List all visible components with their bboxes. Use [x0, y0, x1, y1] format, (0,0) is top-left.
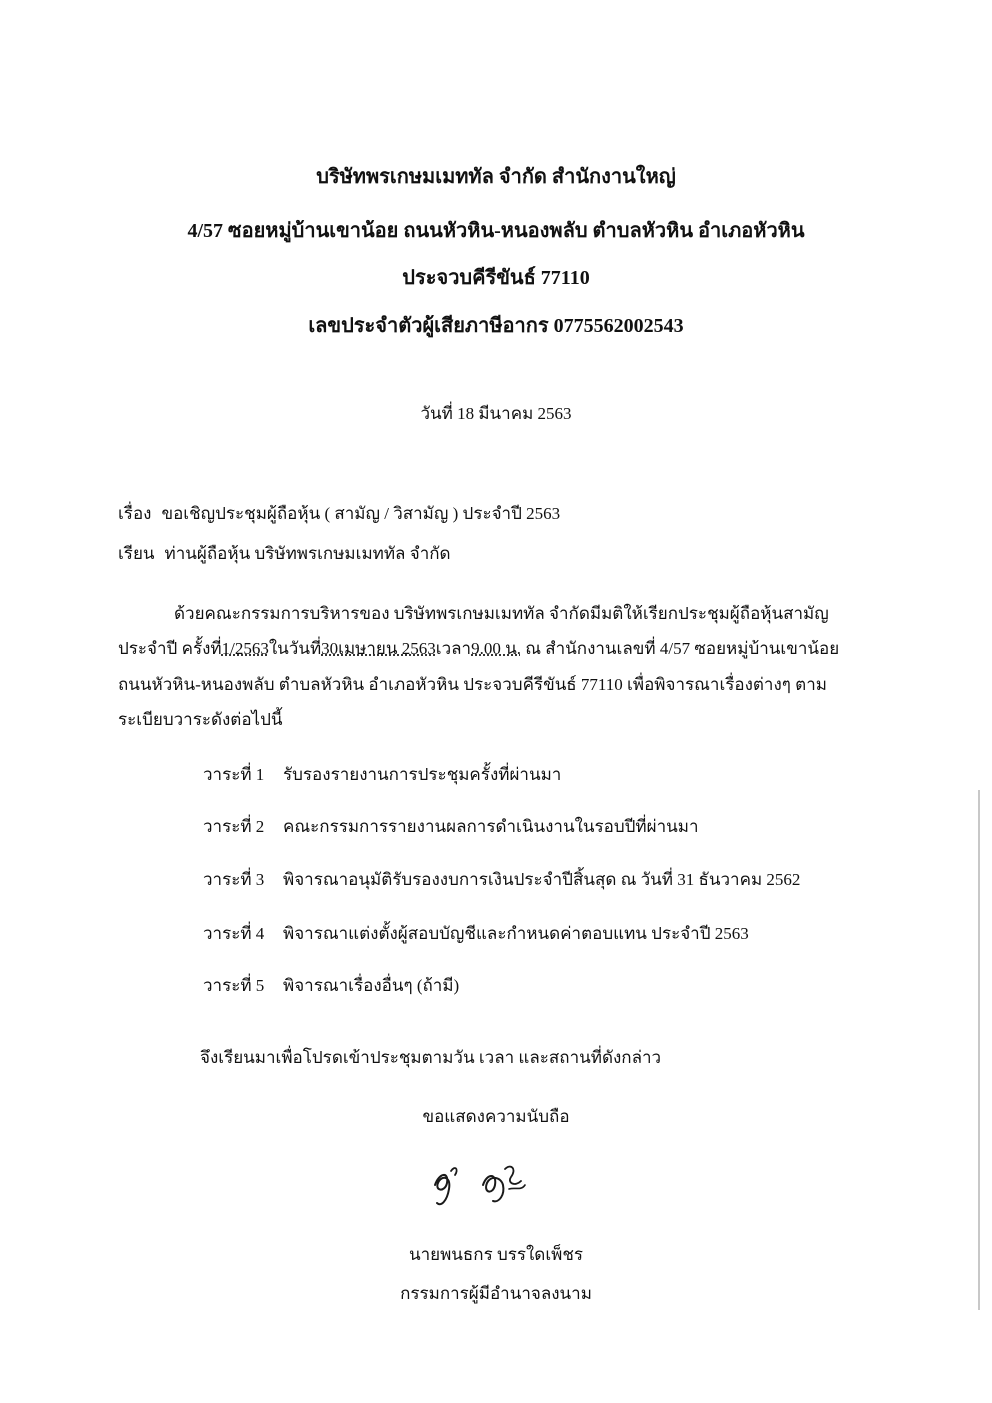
regards-line: ขอแสดงความนับถือ	[422, 1107, 570, 1126]
agenda-text: พิจารณาเรื่องอื่นๆ (ถ้ามี)	[283, 976, 460, 995]
body-line2-part-c: เวลา	[435, 639, 472, 658]
agenda-number: วาระที่ 4	[203, 924, 265, 943]
agenda-text: รับรองรายงานการประชุมครั้งที่ผ่านมา	[283, 765, 562, 784]
body-line2-part-b: ในวันที่	[268, 639, 322, 658]
agenda-text: พิจารณาแต่งตั้งผู้สอบบัญชีและกำหนดค่าตอบแทน ประจำปี 2563	[283, 924, 749, 943]
signer-title: กรรมการผู้มีอำนาจลงนาม	[400, 1284, 592, 1303]
meeting-date: 30เมษายน 2563	[321, 639, 436, 658]
recipient-label: เรียน	[118, 544, 155, 563]
company-address-line2: ประจวบคีรีขันธ์ 77110	[402, 267, 590, 289]
meeting-number: 1/2563	[221, 639, 269, 658]
agenda-item	[203, 761, 561, 788]
company-tax-id: เลขประจำตัวผู้เสียภาษีอากร 0775562002543	[308, 315, 684, 337]
agenda-number: วาระที่ 5	[203, 976, 265, 995]
body-paragraph-line2	[118, 635, 878, 662]
agenda-number: วาระที่ 1	[203, 765, 265, 784]
agenda-item	[203, 813, 699, 840]
handwritten-signature-icon	[425, 1155, 535, 1215]
subject-line	[118, 500, 560, 527]
recipient-text: ท่านผู้ถือหุ้น บริษัทพรเกษมเมททัล จำกัด	[164, 544, 451, 563]
agenda-item	[203, 866, 800, 893]
body-line2-part-a: ประจำปี ครั้งที่	[118, 639, 222, 658]
meeting-time: 9.00 น.	[471, 639, 521, 658]
agenda-item	[203, 920, 749, 947]
letter-date: วันที่ 18 มีนาคม 2563	[420, 404, 572, 423]
body-paragraph-line4: ระเบียบวาระดังต่อไปนี้	[118, 710, 283, 729]
scan-edge-line	[978, 790, 980, 1310]
agenda-item	[203, 972, 459, 999]
agenda-text: คณะกรรมการรายงานผลการดำเนินงานในรอบปีที่ผ่านมา	[283, 817, 699, 836]
signer-name: นายพนธกร บรรใดเพ็ชร	[408, 1245, 584, 1264]
agenda-number: วาระที่ 2	[203, 817, 265, 836]
body-line2-part-d: ณ สำนักงานเลขที่ 4/57 ซอยหมู่บ้านเขาน้อย	[520, 639, 840, 658]
subject-label: เรื่อง	[118, 504, 152, 523]
company-name: บริษัทพรเกษมเมททัล จำกัด สำนักงานใหญ่	[316, 166, 676, 188]
closing-sentence: จึงเรียนมาเพื่อโปรดเข้าประชุมตามวัน เวลา และสถานที่ดังกล่าว	[200, 1048, 662, 1067]
recipient-line	[118, 540, 451, 567]
agenda-number: วาระที่ 3	[203, 870, 265, 889]
subject-text: ขอเชิญประชุมผู้ถือหุ้น ( สามัญ / วิสามัญ ) ประจำปี 2563	[161, 504, 561, 523]
agenda-text: พิจารณาอนุมัติรับรองงบการเงินประจำปีสิ้นสุด ณ วันที่ 31 ธันวาคม 2562	[283, 870, 801, 889]
body-paragraph-line3: ถนนหัวหิน-หนองพลับ ตำบลหัวหิน อำเภอหัวหิน ประจวบคีรีขันธ์ 77110 เพื่อพิจารณาเรื่องต่างๆ ตาม	[118, 675, 827, 694]
body-paragraph-line1: ด้วยคณะกรรมการบริหารของ บริษัทพรเกษมเมททัล จำกัดมีมติให้เรียกประชุมผู้ถือหุ้นสามัญ	[174, 604, 829, 623]
company-address-line1: 4/57 ซอยหมู่บ้านเขาน้อย ถนนหัวหิน-หนองพลับ ตำบลหัวหิน อำเภอหัวหิน	[187, 220, 805, 242]
